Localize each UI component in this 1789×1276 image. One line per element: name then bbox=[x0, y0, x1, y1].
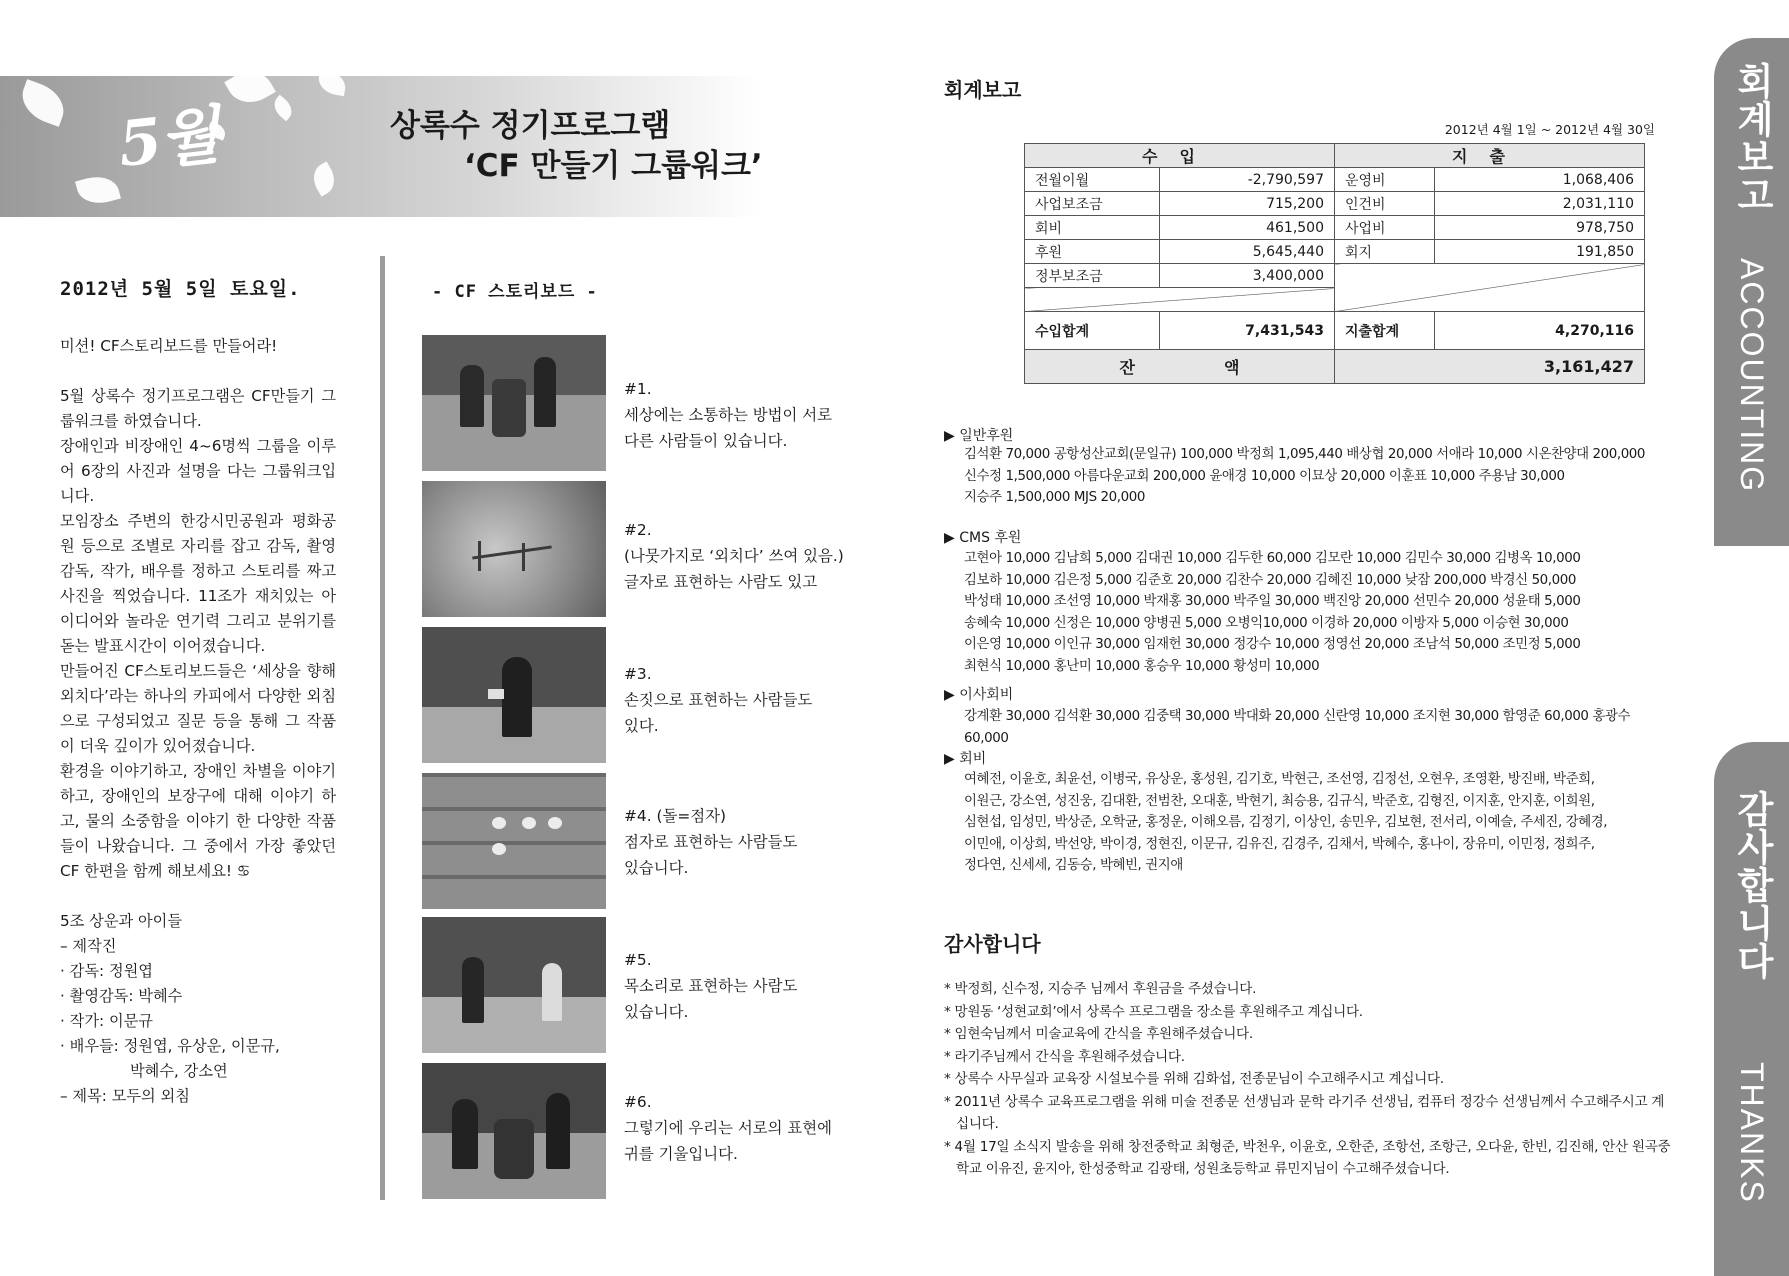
income-label: 후원 bbox=[1025, 240, 1160, 264]
accounting-period: 2012년 4월 1일 ~ 2012년 4월 30일 bbox=[1444, 122, 1655, 137]
expense-label: 회지 bbox=[1335, 240, 1435, 264]
scene-number: #6. bbox=[624, 1093, 652, 1111]
accounting-table bbox=[1024, 143, 1645, 384]
totals-row bbox=[1025, 312, 1645, 350]
accounting-title: 회계보고 bbox=[944, 78, 1022, 102]
scene-text: 있습니다. bbox=[624, 1003, 689, 1021]
article-body bbox=[60, 334, 336, 1109]
scene-text: 있습니다. bbox=[624, 859, 689, 877]
program-title-line2: ‘CF 만들기 그룹워크’ bbox=[464, 148, 763, 184]
income-total-value: 7,431,543 bbox=[1160, 312, 1335, 350]
table-row bbox=[1025, 264, 1645, 288]
scene-text: 귀를 기울입니다. bbox=[624, 1145, 738, 1163]
income-label: 정부보조금 bbox=[1025, 264, 1160, 288]
article-line: 미션! CF스토리보드를 만들어라! bbox=[60, 337, 278, 355]
thanks-item: * 라기주님께서 간식을 후원해주셨습니다. bbox=[944, 1048, 1185, 1065]
expense-value: 2,031,110 bbox=[1435, 192, 1645, 216]
income-label: 사업보조금 bbox=[1025, 192, 1160, 216]
article-paragraph: 환경을 이야기하고, 장애인 차별을 이야기 하고, 장애인의 보장구에 대해 이야기 하고, 물의 소중함을 이야기 한 다양한 작품들이 나왔습니다. 그 중에서 가장 좋았던 CF 한편을 함께 해보세요! ♋ bbox=[60, 762, 336, 880]
table-row bbox=[1025, 192, 1645, 216]
scene-text: 점자로 표현하는 사람들도 bbox=[624, 833, 798, 851]
article-paragraph: 모임장소 주변의 한강시민공원과 평화공원 등으로 조별로 자리를 잡고 감독, 촬영감독, 작가, 배우를 정하고 스토리를 짜고 사진을 찍었습니다. 11조가 재치있는 아이디어와 놀라운 연기력 그리고 분위기를 돋는 발표시간이 이어졌습니다. bbox=[60, 512, 336, 655]
donor-line: 이원근, 강소연, 성진웅, 김대환, 전범찬, 오대훈, 박현기, 최승용, 김규식, 박준호, 김형진, 이지훈, 안지훈, 이희원, bbox=[964, 793, 1595, 809]
income-value: 715,200 bbox=[1160, 192, 1335, 216]
spacer bbox=[60, 884, 336, 909]
expense-label: 사업비 bbox=[1335, 216, 1435, 240]
income-header: 수입 bbox=[1025, 144, 1335, 168]
table-row bbox=[1025, 240, 1645, 264]
scene-caption-5 bbox=[624, 947, 864, 1025]
scene-caption-4 bbox=[624, 803, 864, 881]
petal-decoration bbox=[224, 76, 276, 112]
side-tab-thanks-en: THANKS bbox=[1734, 1062, 1770, 1204]
credits-line: – 제목: 모두의 외침 bbox=[60, 1087, 190, 1105]
scene-caption-6 bbox=[624, 1089, 864, 1167]
donor-line: 김보하 10,000 김은정 5,000 김준호 20,000 김찬수 20,000 김혜진 10,000 낮잠 200,000 박경신 50,000 bbox=[964, 572, 1577, 588]
storyboard-photo-1 bbox=[422, 335, 606, 471]
donor-line: 고현아 10,000 김남희 5,000 김대권 10,000 김두한 60,000 김모란 10,000 김민수 30,000 김병옥 10,000 bbox=[964, 551, 1581, 566]
scene-caption-2 bbox=[624, 517, 864, 595]
expense-value: 978,750 bbox=[1435, 216, 1645, 240]
petal-decoration bbox=[75, 171, 121, 208]
scene-number: #2. bbox=[624, 521, 652, 539]
income-value: 5,645,440 bbox=[1160, 240, 1335, 264]
expense-label: 인건비 bbox=[1335, 192, 1435, 216]
table-header-row bbox=[1025, 144, 1645, 168]
scene-text: 다른 사람들이 있습니다. bbox=[624, 432, 788, 450]
thanks-list bbox=[944, 978, 1674, 1181]
income-value: 461,500 bbox=[1160, 216, 1335, 240]
petal-decoration bbox=[16, 79, 71, 127]
thanks-item: * 4월 17일 소식지 발송을 위해 창전중학교 최형준, 박천우, 이윤호, 오한준, 조항선, 조항근, 오다윤, 한빈, 김진해, 안산 원곡중학교 이유진, 윤지아, 한성중학교 김광태, 성원초등학교 류민지님이 수고해주셨습니다. bbox=[944, 1138, 1671, 1177]
donor-group-board: ▶ 이사회비 bbox=[944, 687, 1014, 703]
table-row bbox=[1025, 168, 1645, 192]
income-total-label: 수입합계 bbox=[1025, 312, 1160, 350]
team-name: 5조 상운과 아이들 bbox=[60, 912, 183, 930]
scene-text: (나뭇가지로 ‘외치다’ 쓰여 있음.) bbox=[624, 547, 844, 565]
side-tab-thanks-ko: 감사합니다 bbox=[1730, 790, 1774, 980]
scene-caption-1 bbox=[624, 376, 864, 454]
credits-line: · 감독: 정원엽 bbox=[60, 962, 153, 980]
storyboard-photo-2 bbox=[422, 481, 606, 617]
expense-total-value: 4,270,116 bbox=[1435, 312, 1645, 350]
expense-value: 191,850 bbox=[1435, 240, 1645, 264]
storyboard-photo-5 bbox=[422, 917, 606, 1053]
donor-list-dues bbox=[964, 769, 1664, 877]
program-title bbox=[390, 106, 763, 186]
donor-line: 이은영 10,000 이인규 30,000 임재헌 30,000 정강수 10,000 정영선 20,000 조남석 50,000 조민정 5,000 bbox=[964, 637, 1581, 652]
storyboard-photo-4 bbox=[422, 773, 606, 909]
donor-group-general: ▶ 일반후원 bbox=[944, 428, 1014, 444]
donor-group-dues: ▶ 회비 bbox=[944, 751, 987, 767]
balance-label: 잔 액 bbox=[1025, 350, 1335, 384]
event-date: 2012년 5월 5일 토요일. bbox=[60, 278, 301, 300]
donor-line: 정다연, 신세세, 김동승, 박혜빈, 권지애 bbox=[964, 858, 1183, 873]
donor-list-board bbox=[964, 706, 1664, 749]
donor-list-general bbox=[964, 444, 1664, 509]
scene-text: 손짓으로 표현하는 사람들도 bbox=[624, 691, 813, 709]
thanks-item: * 임현숙님께서 미술교육에 간식을 후원해주셨습니다. bbox=[944, 1026, 1253, 1042]
column-divider bbox=[380, 256, 385, 1200]
scene-text: 세상에는 소통하는 방법이 서로 bbox=[624, 406, 832, 424]
income-label: 전월이월 bbox=[1025, 168, 1160, 192]
balance-value: 3,161,427 bbox=[1335, 350, 1645, 384]
table-row bbox=[1025, 216, 1645, 240]
storyboard-title: - CF 스토리보드 - bbox=[432, 282, 598, 302]
donor-line: 지승주 1,500,000 MJS 20,000 bbox=[964, 490, 1145, 505]
thanks-item: * 망원동 ‘성현교회’에서 상록수 프로그램을 장소를 후원해주고 계십니다. bbox=[944, 1003, 1363, 1020]
expense-header: 지출 bbox=[1335, 144, 1645, 168]
donor-list-cms bbox=[964, 548, 1664, 677]
scene-text: 목소리로 표현하는 사람도 bbox=[624, 977, 798, 995]
credits-line: · 작가: 이문규 bbox=[60, 1012, 153, 1030]
credits-line: 박혜수, 강소연 bbox=[130, 1062, 228, 1080]
income-value: -2,790,597 bbox=[1160, 168, 1335, 192]
income-label: 회비 bbox=[1025, 216, 1160, 240]
expense-label: 운영비 bbox=[1335, 168, 1435, 192]
donor-line: 송혜숙 10,000 신정은 10,000 양병권 5,000 오병익10,000 이경하 20,000 이방자 5,000 이승현 30,000 bbox=[964, 615, 1569, 631]
thanks-title: 감사합니다 bbox=[944, 932, 1041, 956]
month-label: 5월 bbox=[114, 97, 222, 181]
side-tab-accounting-en: ACCOUNTING bbox=[1734, 258, 1770, 494]
expense-value: 1,068,406 bbox=[1435, 168, 1645, 192]
donor-line: 여혜전, 이윤호, 최윤선, 이병국, 유상운, 홍성원, 김기호, 박현근, 조선영, 김정선, 오현우, 조영환, 방진배, 박준희, bbox=[964, 772, 1595, 787]
storyboard-photo-6 bbox=[422, 1063, 606, 1199]
credits-line: · 배우들: 정원엽, 유상운, 이문규, bbox=[60, 1037, 280, 1055]
credits-line: · 촬영감독: 박혜수 bbox=[60, 987, 183, 1005]
scene-caption-3 bbox=[624, 661, 864, 739]
spacer bbox=[60, 359, 336, 384]
scene-text: 그렇기에 우리는 서로의 표현에 bbox=[624, 1119, 832, 1137]
empty-cell-diagonal bbox=[1335, 264, 1645, 312]
donor-line: 심현섭, 임성민, 박상준, 오학균, 홍정운, 이해오름, 김정기, 이상인, 송민우, 김보현, 전서리, 이예슬, 주세진, 강혜경, bbox=[964, 815, 1608, 830]
program-title-line1: 상록수 정기프로그램 bbox=[390, 108, 671, 144]
thanks-item: * 박정희, 신수정, 지승주 님께서 후원금을 주셨습니다. bbox=[944, 981, 1257, 997]
credits-line: – 제작진 bbox=[60, 937, 117, 955]
scene-number: #5. bbox=[624, 951, 652, 969]
income-value: 3,400,000 bbox=[1160, 264, 1335, 288]
article-paragraph: 장애인과 비장애인 4~6명씩 그룹을 이루어 6장의 사진과 설명을 다는 그룹워크입니다. bbox=[60, 437, 336, 505]
donor-line: 최현식 10,000 홍난미 10,000 홍승우 10,000 황성미 10,000 bbox=[964, 658, 1320, 674]
expense-total-label: 지출합계 bbox=[1335, 312, 1435, 350]
donor-line: 김석환 70,000 공항성산교회(문일규) 100,000 박정희 1,095,440 배상협 20,000 서애라 10,000 시온찬양대 200,000 bbox=[964, 447, 1646, 462]
scene-number: #3. bbox=[624, 665, 652, 683]
petal-decoration bbox=[307, 161, 340, 196]
side-tab-accounting-ko: 회계보고 bbox=[1730, 62, 1774, 214]
storyboard-photo-3 bbox=[422, 627, 606, 763]
donor-group-cms: ▶ CMS 후원 bbox=[944, 530, 1022, 546]
article-paragraph: 만들어진 CF스토리보드들은 ‘세상을 향해 외치다’라는 하나의 카피에서 다양한 외침으로 구성되었고 질문 등을 통해 그 작품이 더욱 깊이가 있어졌습니다. bbox=[60, 662, 336, 755]
scene-text: 있다. bbox=[624, 717, 659, 735]
balance-row bbox=[1025, 350, 1645, 384]
donor-line: 강계환 30,000 김석환 30,000 김중택 30,000 박대화 20,000 신란영 10,000 조지현 30,000 함영준 60,000 홍광수 60,000 bbox=[964, 709, 1631, 746]
donor-line: 이민애, 이상희, 박선양, 박이경, 정현진, 이문규, 김유진, 김경주, 김채서, 박혜수, 홍나이, 장유미, 이민정, 정희주, bbox=[964, 836, 1595, 852]
article-paragraph: 5월 상록수 정기프로그램은 CF만들기 그룹워크를 하였습니다. bbox=[60, 387, 336, 430]
scene-number: #4. (돌=점자) bbox=[624, 807, 726, 825]
empty-cell-diagonal bbox=[1025, 288, 1335, 312]
petal-decoration bbox=[316, 76, 347, 96]
donor-line: 신수정 1,500,000 아름다운교회 200,000 윤애경 10,000 이묘상 20,000 이훈표 10,000 주용남 30,000 bbox=[964, 468, 1565, 484]
thanks-item: * 상록수 사무실과 교육장 시설보수를 위해 김화섭, 전종문님이 수고해주시고 계십니다. bbox=[944, 1071, 1444, 1087]
scene-text: 글자로 표현하는 사람도 있고 bbox=[624, 573, 818, 591]
thanks-item: * 2011년 상록수 교육프로그램을 위해 미술 전종문 선생님과 문학 라기주 선생님, 컴퓨터 정강수 선생님께서 수고해주시고 계십니다. bbox=[944, 1093, 1665, 1132]
petal-decoration bbox=[269, 95, 296, 121]
scene-number: #1. bbox=[624, 380, 652, 398]
donor-line: 박성태 10,000 조선영 10,000 박재홍 30,000 박주일 30,000 백진앙 20,000 선민수 20,000 성윤태 5,000 bbox=[964, 594, 1581, 609]
